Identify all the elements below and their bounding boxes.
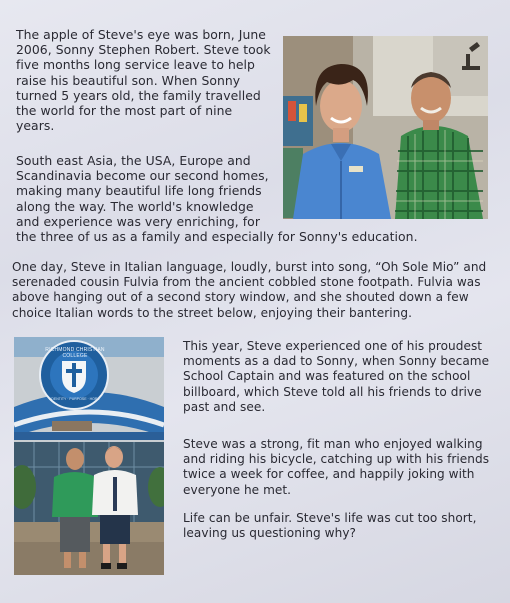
text-line: and experience was very enriching, for [16, 213, 260, 229]
text-line: This year, Steve experienced one of his proudest [183, 339, 483, 353]
text-line: billboard, which Steve told all his friends to drive [183, 384, 482, 399]
text-line: One day, Steve in Italian language, loudly, burst into song, “Oh Sole Mio” and [12, 260, 487, 274]
text-line: School Captain and was featured on the school [183, 369, 471, 384]
text-line: choice Italian words to the street below, enjoying their bantering. [12, 305, 412, 320]
text-line: years. [16, 118, 55, 134]
text-line: moments as a dad to Sonny, when Sonny became [183, 354, 490, 369]
text-line: the three of us as a family and especially for Sonny's education. [16, 229, 418, 245]
text-line: turned 5 years old, the family travelled [16, 87, 261, 103]
text-line: The apple of Steve's eye was born, June [16, 27, 266, 42]
father-son-photo [283, 36, 488, 219]
text-line: Scandinavia become our second homes, [16, 168, 269, 184]
text-line: South east Asia, the USA, Europe and [16, 153, 251, 168]
text-line: leaving us questioning why? [183, 526, 357, 541]
school-sign-name: RICHMOND CHRISTIAN COLLEGE [45, 347, 105, 359]
paragraph-birth [16, 27, 278, 133]
text-line: 2006, Sonny Stephen Robert. Steve took [16, 42, 271, 58]
text-line: raise his beautiful son. When Sonny [16, 72, 241, 88]
paragraph-italy [12, 260, 504, 321]
text-line: above hanging out of a second story window, and she shouted down a few [12, 290, 469, 305]
text-line: along the way. The world's knowledge [16, 198, 254, 214]
text-line: Life can be unfair. Steve's life was cut too short, [183, 511, 477, 525]
text-line: past and see. [183, 399, 266, 414]
text-line: serenaded cousin Fulvia from the ancient cobbled stone footpath. Fulvia was [12, 275, 481, 290]
text-line: and riding his bicycle, catching up with his friends [183, 452, 490, 467]
text-line: everyone he met. [183, 482, 292, 497]
text-line: five months long service leave to help [16, 57, 255, 73]
paragraph-school-captain [183, 339, 503, 415]
text-line: Steve was a strong, fit man who enjoyed walking [183, 437, 483, 451]
paragraph-unfair [183, 511, 503, 541]
text-line: the world for the most part of nine [16, 103, 233, 119]
school-billboard-photo [14, 337, 164, 575]
text-line: making many beautiful life long friends [16, 183, 262, 199]
school-sign-motto: IDENTITY · PURPOSE · HOPE [50, 397, 100, 401]
text-line: twice a week for coffee, and happily joking with [183, 467, 475, 482]
paragraph-strong-fit [183, 437, 503, 498]
